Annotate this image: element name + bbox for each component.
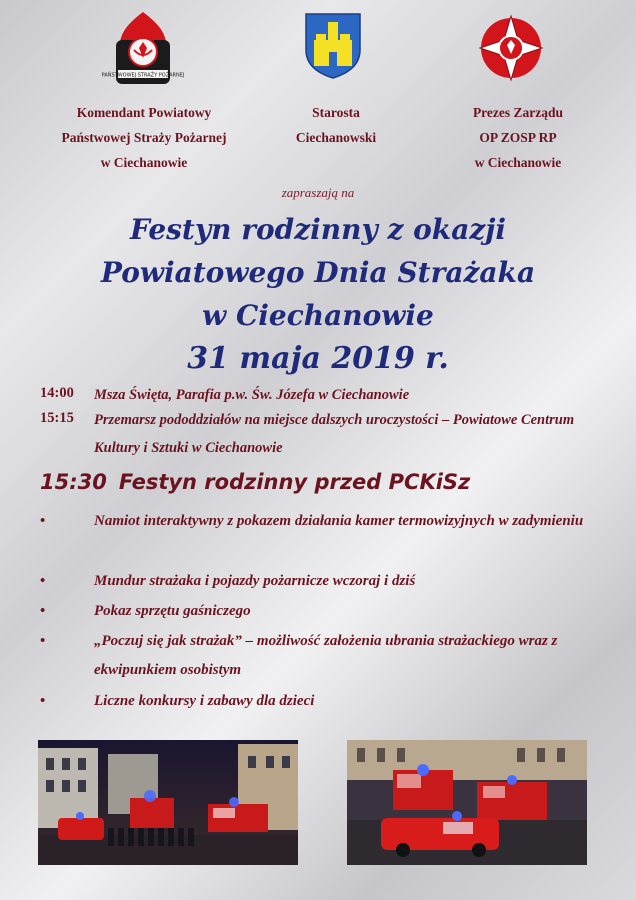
organizer-line: Ciechanowski [295, 130, 377, 145]
title-line-2: Powiatowego Dnia Strażaka [100, 256, 536, 289]
organizer-commander [44, 100, 244, 175]
organizer-starosta [236, 100, 436, 150]
schedule-time: 14:00 [40, 385, 74, 401]
fire-trucks-square-photo [347, 740, 587, 865]
fire-trucks-night-photo [38, 740, 298, 865]
schedule-time: 15:15 [40, 410, 74, 426]
list-item-text: Liczne konkursy i zabawy dla dzieci [94, 693, 315, 709]
organizer-line: w Ciechanowie [100, 155, 188, 170]
bullet-icon: • [40, 693, 46, 709]
festyn-text: Festyn rodzinny przed PCKiSz [118, 470, 471, 494]
fire-service-emblem-icon [101, 10, 185, 88]
bullet-icon: • [40, 573, 46, 589]
organizer-line: w Ciechanowie [474, 155, 562, 170]
list-item-text: „Poczuj się jak strażak” – możliwość założenia ubrania strażackiego wraz z ekwipunkiem osobistym [94, 633, 558, 678]
organizer-line: OP ZOSP RP [479, 130, 557, 145]
list-item-text: Pokaz sprzętu gaśniczego [94, 603, 251, 619]
bullet-icon: • [40, 633, 46, 649]
schedule-text: Przemarsz pododdziałów na miejsce dalszych uroczystości – Powiatowe Centrum Kultury i Sztuki w Ciechanowie [94, 412, 575, 456]
invitation-text: zapraszają na [281, 185, 355, 200]
organizer-osp-president [418, 100, 618, 175]
bullet-icon: • [40, 513, 46, 529]
festyn-heading [40, 470, 600, 494]
festyn-time: 15:30 [40, 470, 107, 494]
list-item-text: Mundur strażaka i pojazdy pożarnicze wczoraj i dziś [94, 573, 416, 589]
bullet-icon: • [40, 603, 46, 619]
organizer-line: Państwowej Straży Pożarnej [61, 130, 227, 145]
organizer-line: Prezes Zarządu [472, 105, 564, 120]
title-line-3: w Ciechanowie [202, 299, 434, 332]
county-coat-of-arms-icon [300, 10, 366, 88]
svg-text:PAŃSTWOWEJ STRAŻY POŻARNEJ: PAŃSTWOWEJ STRAŻY POŻARNEJ [101, 72, 185, 79]
organizer-line: Starosta [312, 105, 360, 120]
organizer-line: Komendant Powiatowy [76, 105, 212, 120]
title-line-1: Festyn rodzinny z okazji [129, 213, 507, 246]
list-item-text: Namiot interaktywny z pokazem działania kamer termowizyjnych w zadymieniu [94, 513, 584, 529]
event-date: 31 maja 2019 r. [187, 341, 449, 376]
schedule-text: Msza Święta, Parafia p.w. Św. Józefa w Ciechanowie [94, 387, 410, 403]
event-title [0, 208, 636, 380]
osp-firefighters-cross-icon [476, 10, 546, 88]
